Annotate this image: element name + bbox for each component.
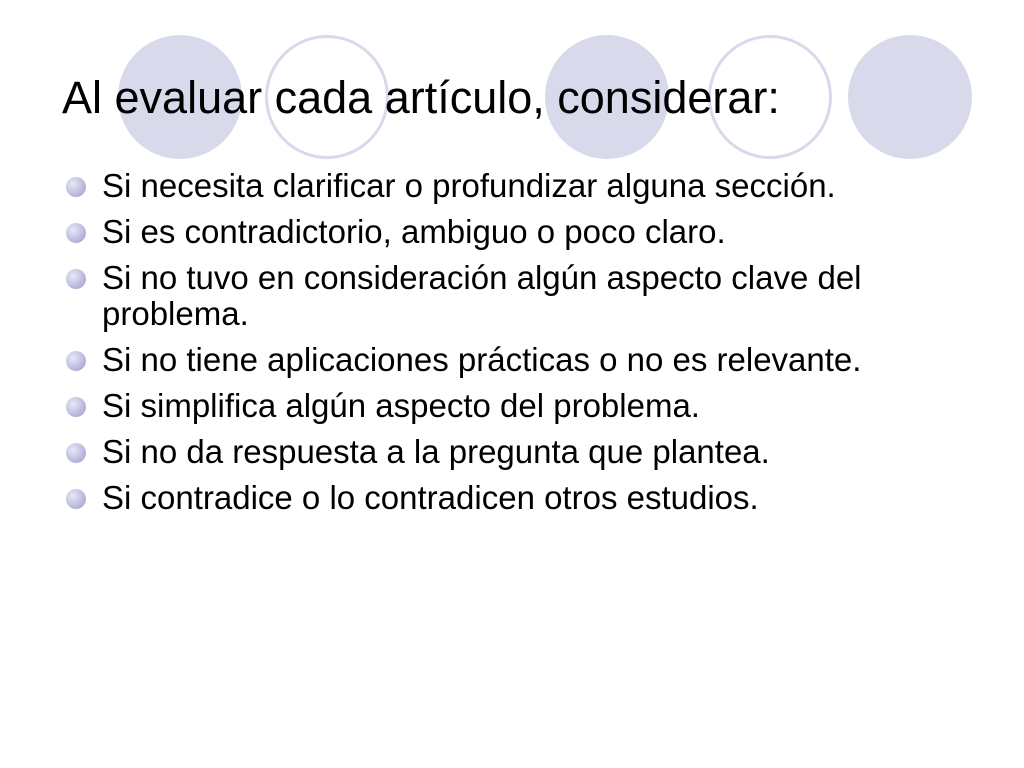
bullet-item bbox=[66, 434, 966, 470]
bullet-item bbox=[66, 342, 966, 378]
slide-title: Al evaluar cada artículo, considerar: bbox=[62, 72, 780, 123]
bullet-item bbox=[66, 168, 966, 204]
bullet-text: Si es contradictorio, ambiguo o poco claro. bbox=[102, 213, 726, 250]
bullet-icon bbox=[66, 351, 86, 371]
bullet-item bbox=[66, 260, 966, 332]
bullet-item bbox=[66, 388, 966, 424]
bullet-icon bbox=[66, 397, 86, 417]
bullet-list bbox=[66, 168, 966, 526]
bullet-item bbox=[66, 480, 966, 516]
decor-circle-icon bbox=[848, 35, 972, 159]
bullet-text: Si no tuvo en consideración algún aspecto clave del problema. bbox=[102, 259, 862, 332]
bullet-text: Si contradice o lo contradicen otros estudios. bbox=[102, 479, 759, 516]
bullet-icon bbox=[66, 223, 86, 243]
bullet-icon bbox=[66, 269, 86, 289]
bullet-text: Si no tiene aplicaciones prácticas o no es relevante. bbox=[102, 341, 862, 378]
bullet-item bbox=[66, 214, 966, 250]
bullet-text: Si necesita clarificar o profundizar alguna sección. bbox=[102, 167, 836, 204]
bullet-icon bbox=[66, 443, 86, 463]
bullet-text: Si simplifica algún aspecto del problema. bbox=[102, 387, 700, 424]
bullet-icon bbox=[66, 177, 86, 197]
bullet-text: Si no da respuesta a la pregunta que plantea. bbox=[102, 433, 770, 470]
bullet-icon bbox=[66, 489, 86, 509]
